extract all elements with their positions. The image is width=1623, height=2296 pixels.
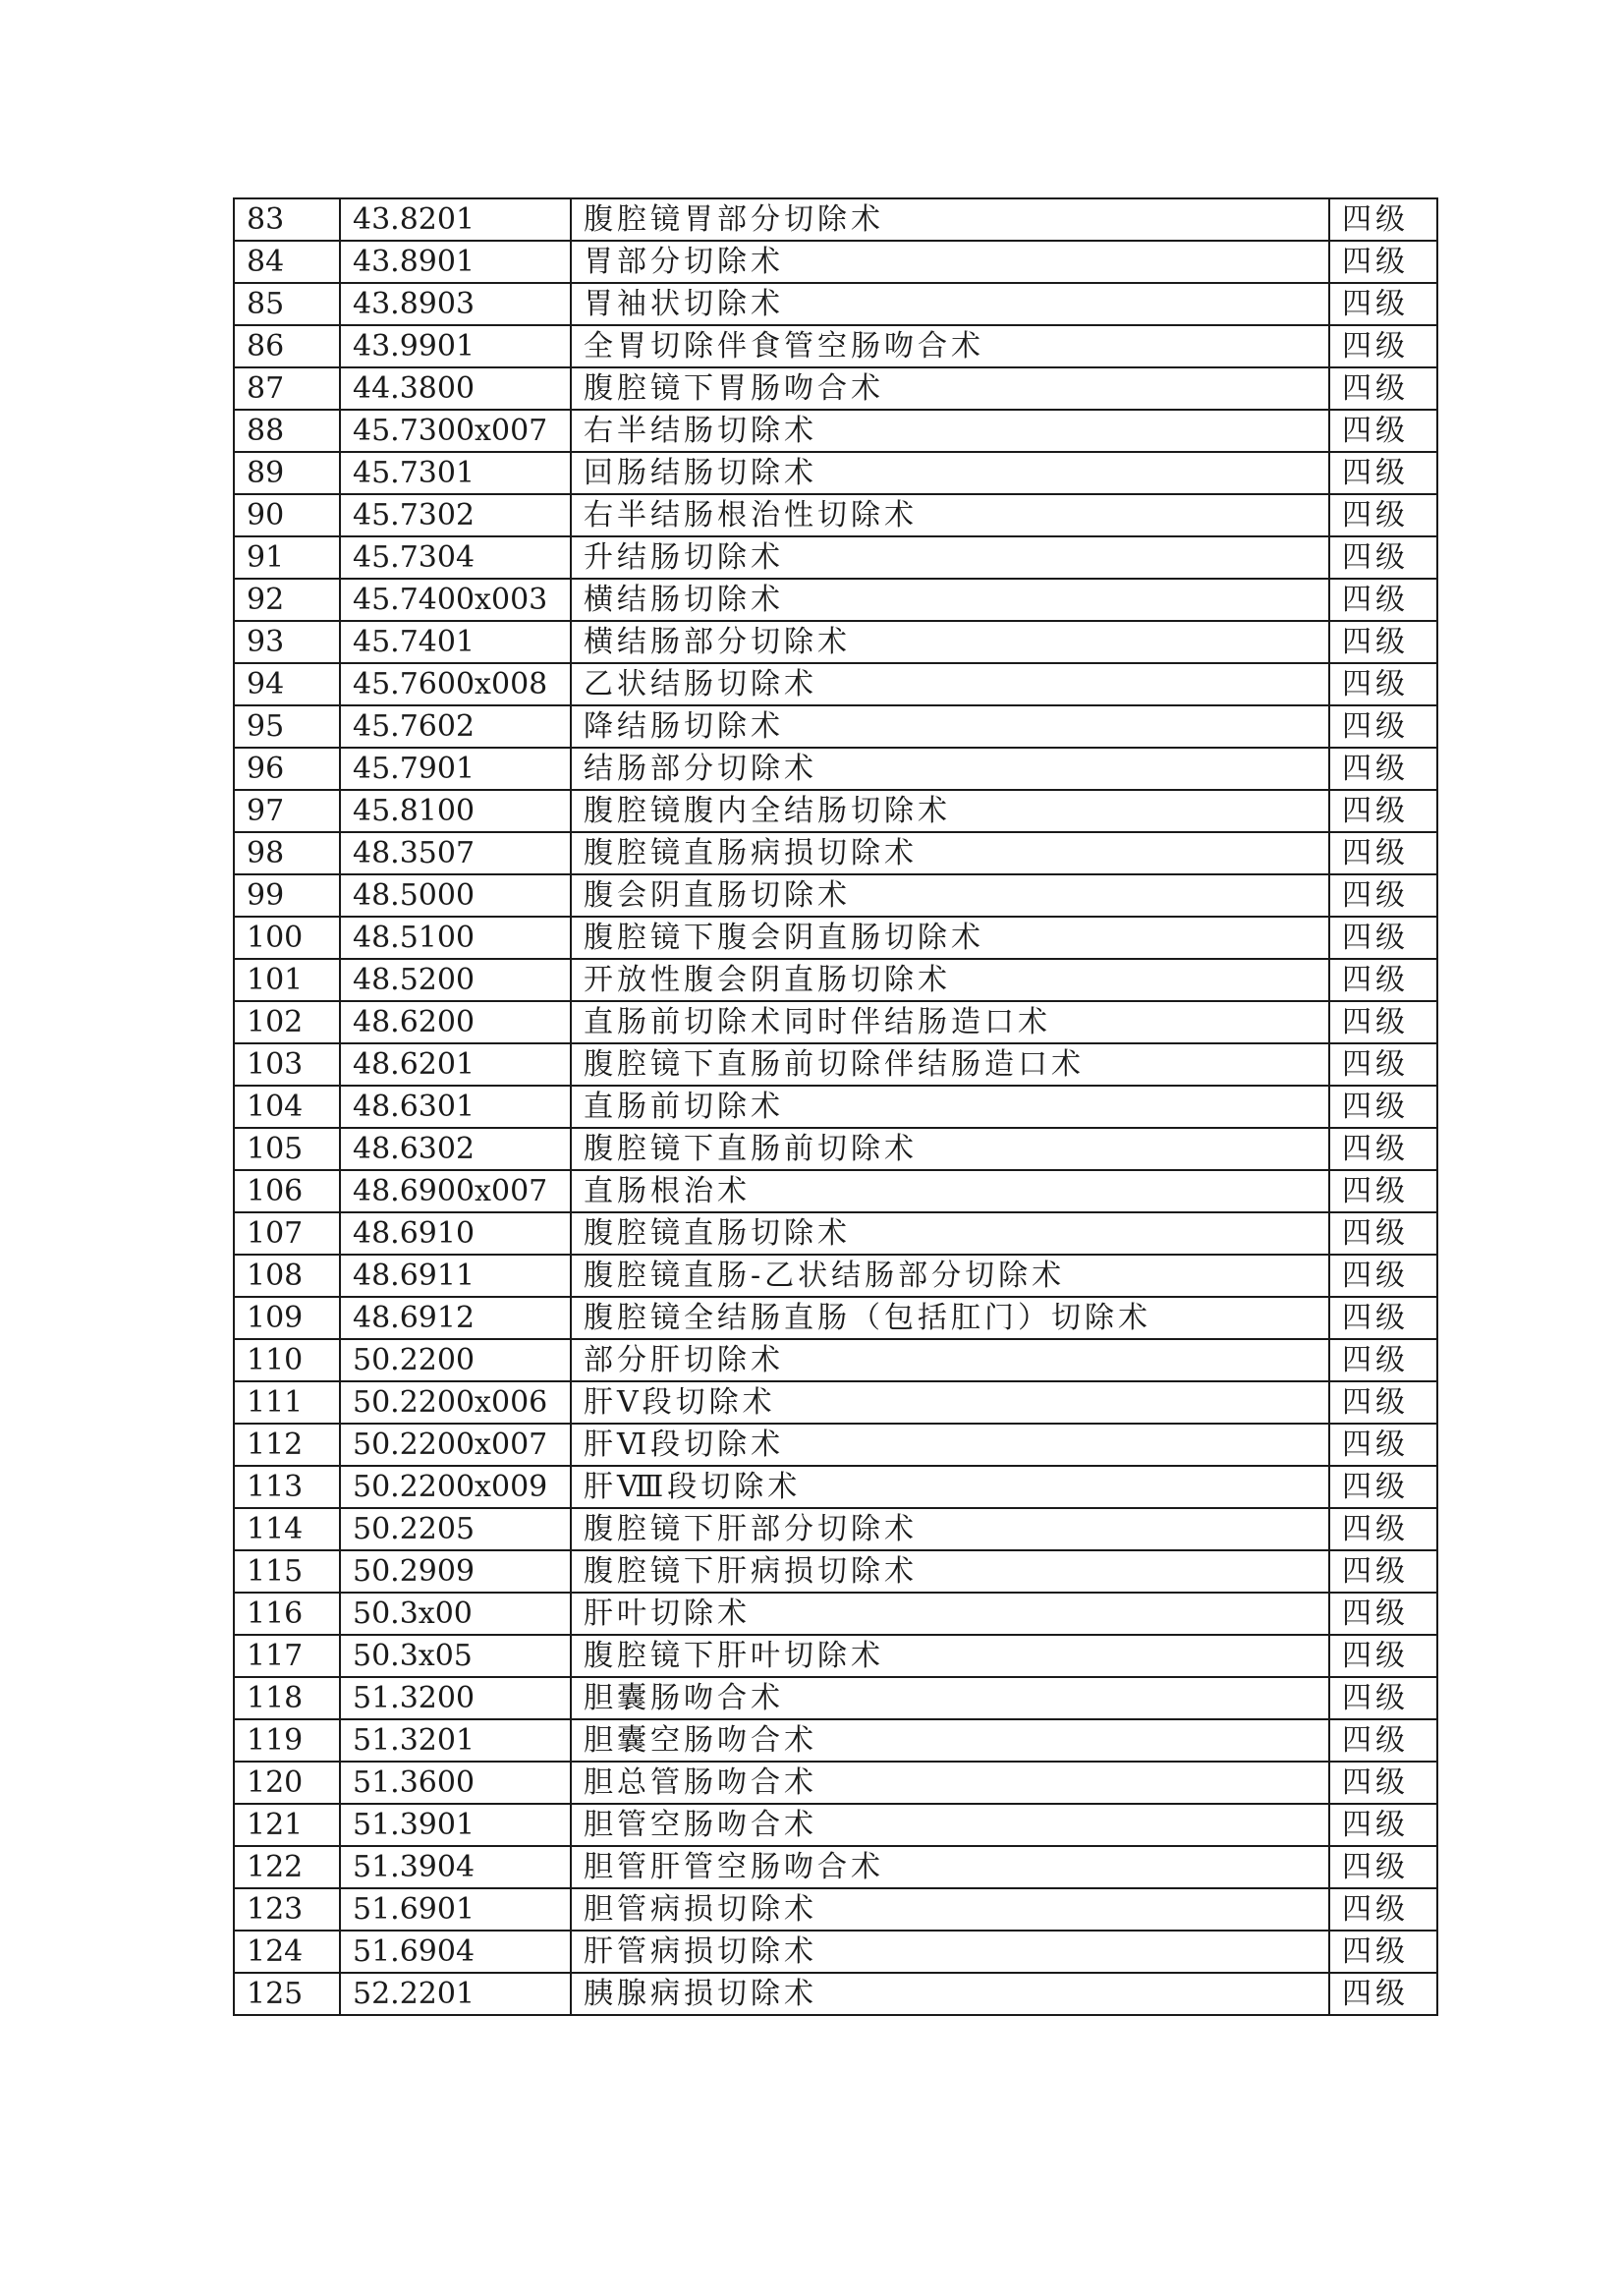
procedure-code-cell: 48.6302 <box>340 1128 571 1170</box>
procedure-code-cell: 52.2201 <box>340 1973 571 2015</box>
procedure-code-cell: 51.3904 <box>340 1846 571 1888</box>
surgery-level-cell: 四级 <box>1329 874 1437 917</box>
table-row <box>234 1931 1437 1973</box>
table-row <box>234 1043 1437 1086</box>
procedure-name-cell: 腹腔镜直肠切除术 <box>571 1212 1329 1255</box>
procedure-name-cell: 胆管肝管空肠吻合术 <box>571 1846 1329 1888</box>
table-row <box>234 1677 1437 1719</box>
table-row <box>234 1466 1437 1508</box>
procedure-code-cell: 48.6201 <box>340 1043 571 1086</box>
procedure-name-cell: 腹腔镜腹内全结肠切除术 <box>571 790 1329 832</box>
procedure-code-cell: 50.2200x007 <box>340 1424 571 1466</box>
surgery-level-cell: 四级 <box>1329 663 1437 705</box>
procedure-name-cell: 部分肝切除术 <box>571 1339 1329 1381</box>
surgery-level-cell: 四级 <box>1329 494 1437 536</box>
procedure-code-cell: 51.3200 <box>340 1677 571 1719</box>
row-number-cell: 99 <box>234 874 340 917</box>
procedure-name-cell: 胃袖状切除术 <box>571 283 1329 325</box>
row-number-cell: 122 <box>234 1846 340 1888</box>
surgery-level-cell: 四级 <box>1329 1001 1437 1043</box>
procedure-code-cell: 45.8100 <box>340 790 571 832</box>
table-row <box>234 1170 1437 1212</box>
table-row <box>234 1973 1437 2015</box>
row-number-cell: 107 <box>234 1212 340 1255</box>
table-row <box>234 241 1437 283</box>
row-number-cell: 103 <box>234 1043 340 1086</box>
procedure-code-cell: 45.7600x008 <box>340 663 571 705</box>
procedure-code-cell: 48.6912 <box>340 1297 571 1339</box>
row-number-cell: 124 <box>234 1931 340 1973</box>
surgery-level-cell: 四级 <box>1329 1593 1437 1635</box>
procedure-code-cell: 45.7401 <box>340 621 571 663</box>
procedure-name-cell: 直肠前切除术 <box>571 1086 1329 1128</box>
surgery-level-cell: 四级 <box>1329 536 1437 579</box>
table-row <box>234 452 1437 494</box>
table-row <box>234 1255 1437 1297</box>
procedure-name-cell: 胰腺病损切除术 <box>571 1973 1329 2015</box>
row-number-cell: 111 <box>234 1381 340 1424</box>
procedure-name-cell: 胃部分切除术 <box>571 241 1329 283</box>
row-number-cell: 123 <box>234 1888 340 1931</box>
table-row <box>234 283 1437 325</box>
procedure-name-cell: 横结肠部分切除术 <box>571 621 1329 663</box>
row-number-cell: 92 <box>234 579 340 621</box>
surgery-level-cell: 四级 <box>1329 1677 1437 1719</box>
table-body <box>234 198 1437 2015</box>
table-row <box>234 1762 1437 1804</box>
table-row <box>234 1719 1437 1762</box>
surgery-level-cell: 四级 <box>1329 410 1437 452</box>
row-number-cell: 85 <box>234 283 340 325</box>
procedure-code-cell: 43.8903 <box>340 283 571 325</box>
table-row <box>234 1508 1437 1550</box>
procedure-name-cell: 胆管病损切除术 <box>571 1888 1329 1931</box>
row-number-cell: 105 <box>234 1128 340 1170</box>
procedure-code-cell: 50.2200x009 <box>340 1466 571 1508</box>
procedure-name-cell: 回肠结肠切除术 <box>571 452 1329 494</box>
row-number-cell: 119 <box>234 1719 340 1762</box>
table-row <box>234 1550 1437 1593</box>
procedure-name-cell: 肝叶切除术 <box>571 1593 1329 1635</box>
table-row <box>234 198 1437 241</box>
procedure-code-cell: 43.9901 <box>340 325 571 367</box>
procedure-code-cell: 48.6910 <box>340 1212 571 1255</box>
procedure-code-cell: 48.5100 <box>340 917 571 959</box>
surgery-level-cell: 四级 <box>1329 1719 1437 1762</box>
surgery-level-cell: 四级 <box>1329 748 1437 790</box>
row-number-cell: 112 <box>234 1424 340 1466</box>
surgery-level-cell: 四级 <box>1329 1170 1437 1212</box>
procedure-name-cell: 右半结肠切除术 <box>571 410 1329 452</box>
surgery-level-cell: 四级 <box>1329 1804 1437 1846</box>
surgery-level-cell: 四级 <box>1329 579 1437 621</box>
procedure-name-cell: 胆囊肠吻合术 <box>571 1677 1329 1719</box>
procedure-code-cell: 43.8901 <box>340 241 571 283</box>
row-number-cell: 106 <box>234 1170 340 1212</box>
row-number-cell: 83 <box>234 198 340 241</box>
surgery-level-cell: 四级 <box>1329 1297 1437 1339</box>
surgery-level-cell: 四级 <box>1329 832 1437 874</box>
table-row <box>234 748 1437 790</box>
table-row <box>234 1297 1437 1339</box>
surgery-level-cell: 四级 <box>1329 1508 1437 1550</box>
table-row <box>234 494 1437 536</box>
table-row <box>234 874 1437 917</box>
row-number-cell: 87 <box>234 367 340 410</box>
table-row <box>234 367 1437 410</box>
surgery-level-cell: 四级 <box>1329 1466 1437 1508</box>
procedure-code-cell: 44.3800 <box>340 367 571 410</box>
row-number-cell: 116 <box>234 1593 340 1635</box>
procedure-name-cell: 腹腔镜下肝叶切除术 <box>571 1635 1329 1677</box>
row-number-cell: 89 <box>234 452 340 494</box>
procedure-code-cell: 48.5000 <box>340 874 571 917</box>
row-number-cell: 110 <box>234 1339 340 1381</box>
row-number-cell: 98 <box>234 832 340 874</box>
procedure-name-cell: 胆管空肠吻合术 <box>571 1804 1329 1846</box>
table-row <box>234 1846 1437 1888</box>
procedure-name-cell: 腹腔镜直肠病损切除术 <box>571 832 1329 874</box>
surgery-level-cell: 四级 <box>1329 1339 1437 1381</box>
row-number-cell: 101 <box>234 959 340 1001</box>
row-number-cell: 104 <box>234 1086 340 1128</box>
table-row <box>234 790 1437 832</box>
surgery-level-cell: 四级 <box>1329 1888 1437 1931</box>
surgery-level-cell: 四级 <box>1329 1424 1437 1466</box>
surgery-level-cell: 四级 <box>1329 1086 1437 1128</box>
table-row <box>234 1635 1437 1677</box>
row-number-cell: 114 <box>234 1508 340 1550</box>
procedure-code-cell: 48.5200 <box>340 959 571 1001</box>
table-row <box>234 1339 1437 1381</box>
row-number-cell: 90 <box>234 494 340 536</box>
procedure-code-cell: 43.8201 <box>340 198 571 241</box>
surgery-level-cell: 四级 <box>1329 1043 1437 1086</box>
procedure-name-cell: 腹会阴直肠切除术 <box>571 874 1329 917</box>
table-row <box>234 325 1437 367</box>
surgery-level-cell: 四级 <box>1329 1973 1437 2015</box>
row-number-cell: 108 <box>234 1255 340 1297</box>
surgery-level-cell: 四级 <box>1329 367 1437 410</box>
surgery-level-cell: 四级 <box>1329 1762 1437 1804</box>
surgery-level-cell: 四级 <box>1329 241 1437 283</box>
surgery-level-cell: 四级 <box>1329 198 1437 241</box>
surgery-level-cell: 四级 <box>1329 1846 1437 1888</box>
row-number-cell: 86 <box>234 325 340 367</box>
procedure-code-cell: 50.2200 <box>340 1339 571 1381</box>
procedure-code-cell: 50.3x05 <box>340 1635 571 1677</box>
procedure-name-cell: 开放性腹会阴直肠切除术 <box>571 959 1329 1001</box>
procedure-name-cell: 腹腔镜全结肠直肠（包括肛门）切除术 <box>571 1297 1329 1339</box>
row-number-cell: 91 <box>234 536 340 579</box>
procedure-name-cell: 胆囊空肠吻合术 <box>571 1719 1329 1762</box>
procedure-code-cell: 50.2200x006 <box>340 1381 571 1424</box>
procedure-code-cell: 51.3901 <box>340 1804 571 1846</box>
procedure-code-cell: 51.6901 <box>340 1888 571 1931</box>
table-row <box>234 663 1437 705</box>
row-number-cell: 88 <box>234 410 340 452</box>
procedure-name-cell: 腹腔镜下直肠前切除伴结肠造口术 <box>571 1043 1329 1086</box>
row-number-cell: 117 <box>234 1635 340 1677</box>
row-number-cell: 94 <box>234 663 340 705</box>
row-number-cell: 95 <box>234 705 340 748</box>
procedure-name-cell: 右半结肠根治性切除术 <box>571 494 1329 536</box>
procedure-name-cell: 肝管病损切除术 <box>571 1931 1329 1973</box>
table-row <box>234 410 1437 452</box>
surgery-level-cell: 四级 <box>1329 1381 1437 1424</box>
row-number-cell: 115 <box>234 1550 340 1593</box>
surgery-level-cell: 四级 <box>1329 1255 1437 1297</box>
procedure-name-cell: 直肠根治术 <box>571 1170 1329 1212</box>
table-row <box>234 1381 1437 1424</box>
procedure-code-cell: 50.2205 <box>340 1508 571 1550</box>
row-number-cell: 109 <box>234 1297 340 1339</box>
surgery-level-cell: 四级 <box>1329 621 1437 663</box>
row-number-cell: 120 <box>234 1762 340 1804</box>
procedure-code-cell: 48.6301 <box>340 1086 571 1128</box>
surgery-level-cell: 四级 <box>1329 705 1437 748</box>
procedure-code-cell: 50.2909 <box>340 1550 571 1593</box>
procedure-name-cell: 腹腔镜直肠-乙状结肠部分切除术 <box>571 1255 1329 1297</box>
table-row <box>234 579 1437 621</box>
table-row <box>234 832 1437 874</box>
surgery-level-cell: 四级 <box>1329 1212 1437 1255</box>
procedure-code-cell: 45.7400x003 <box>340 579 571 621</box>
surgery-level-cell: 四级 <box>1329 1931 1437 1973</box>
procedure-name-cell: 腹腔镜胃部分切除术 <box>571 198 1329 241</box>
procedure-code-cell: 48.6200 <box>340 1001 571 1043</box>
procedure-name-cell: 升结肠切除术 <box>571 536 1329 579</box>
surgery-level-cell: 四级 <box>1329 325 1437 367</box>
surgery-level-cell: 四级 <box>1329 959 1437 1001</box>
surgery-level-cell: 四级 <box>1329 1635 1437 1677</box>
procedure-code-cell: 48.6911 <box>340 1255 571 1297</box>
table-row <box>234 621 1437 663</box>
procedure-name-cell: 肝Ⅵ段切除术 <box>571 1424 1329 1466</box>
row-number-cell: 121 <box>234 1804 340 1846</box>
procedure-code-cell: 45.7302 <box>340 494 571 536</box>
procedure-name-cell: 横结肠切除术 <box>571 579 1329 621</box>
procedure-name-cell: 腹腔镜下肝病损切除术 <box>571 1550 1329 1593</box>
surgery-level-cell: 四级 <box>1329 1128 1437 1170</box>
table-row <box>234 1804 1437 1846</box>
procedure-code-cell: 48.3507 <box>340 832 571 874</box>
procedure-code-cell: 45.7301 <box>340 452 571 494</box>
surgery-level-cell: 四级 <box>1329 452 1437 494</box>
procedure-name-cell: 全胃切除伴食管空肠吻合术 <box>571 325 1329 367</box>
procedure-name-cell: 腹腔镜下胃肠吻合术 <box>571 367 1329 410</box>
row-number-cell: 113 <box>234 1466 340 1508</box>
row-number-cell: 97 <box>234 790 340 832</box>
surgery-list-table <box>233 197 1438 2016</box>
procedure-code-cell: 50.3x00 <box>340 1593 571 1635</box>
surgery-level-cell: 四级 <box>1329 917 1437 959</box>
table-row <box>234 1212 1437 1255</box>
procedure-code-cell: 45.7300x007 <box>340 410 571 452</box>
row-number-cell: 96 <box>234 748 340 790</box>
procedure-name-cell: 结肠部分切除术 <box>571 748 1329 790</box>
surgery-level-cell: 四级 <box>1329 790 1437 832</box>
table-row <box>234 1888 1437 1931</box>
procedure-code-cell: 45.7602 <box>340 705 571 748</box>
procedure-name-cell: 肝Ⅷ段切除术 <box>571 1466 1329 1508</box>
procedure-name-cell: 腹腔镜下直肠前切除术 <box>571 1128 1329 1170</box>
row-number-cell: 125 <box>234 1973 340 2015</box>
table-row <box>234 1086 1437 1128</box>
procedure-code-cell: 45.7304 <box>340 536 571 579</box>
row-number-cell: 84 <box>234 241 340 283</box>
procedure-code-cell: 51.3600 <box>340 1762 571 1804</box>
table-row <box>234 536 1437 579</box>
procedure-code-cell: 48.6900x007 <box>340 1170 571 1212</box>
table-row <box>234 1001 1437 1043</box>
row-number-cell: 100 <box>234 917 340 959</box>
procedure-name-cell: 肝Ⅴ段切除术 <box>571 1381 1329 1424</box>
table-row <box>234 1128 1437 1170</box>
procedure-name-cell: 降结肠切除术 <box>571 705 1329 748</box>
table-row <box>234 705 1437 748</box>
row-number-cell: 102 <box>234 1001 340 1043</box>
table-row <box>234 917 1437 959</box>
table-row <box>234 959 1437 1001</box>
procedure-name-cell: 腹腔镜下肝部分切除术 <box>571 1508 1329 1550</box>
table-row <box>234 1424 1437 1466</box>
procedure-code-cell: 51.3201 <box>340 1719 571 1762</box>
procedure-code-cell: 51.6904 <box>340 1931 571 1973</box>
surgery-level-cell: 四级 <box>1329 1550 1437 1593</box>
procedure-name-cell: 胆总管肠吻合术 <box>571 1762 1329 1804</box>
procedure-name-cell: 腹腔镜下腹会阴直肠切除术 <box>571 917 1329 959</box>
surgery-level-cell: 四级 <box>1329 283 1437 325</box>
procedure-name-cell: 直肠前切除术同时伴结肠造口术 <box>571 1001 1329 1043</box>
procedure-name-cell: 乙状结肠切除术 <box>571 663 1329 705</box>
row-number-cell: 93 <box>234 621 340 663</box>
table-row <box>234 1593 1437 1635</box>
row-number-cell: 118 <box>234 1677 340 1719</box>
procedure-code-cell: 45.7901 <box>340 748 571 790</box>
